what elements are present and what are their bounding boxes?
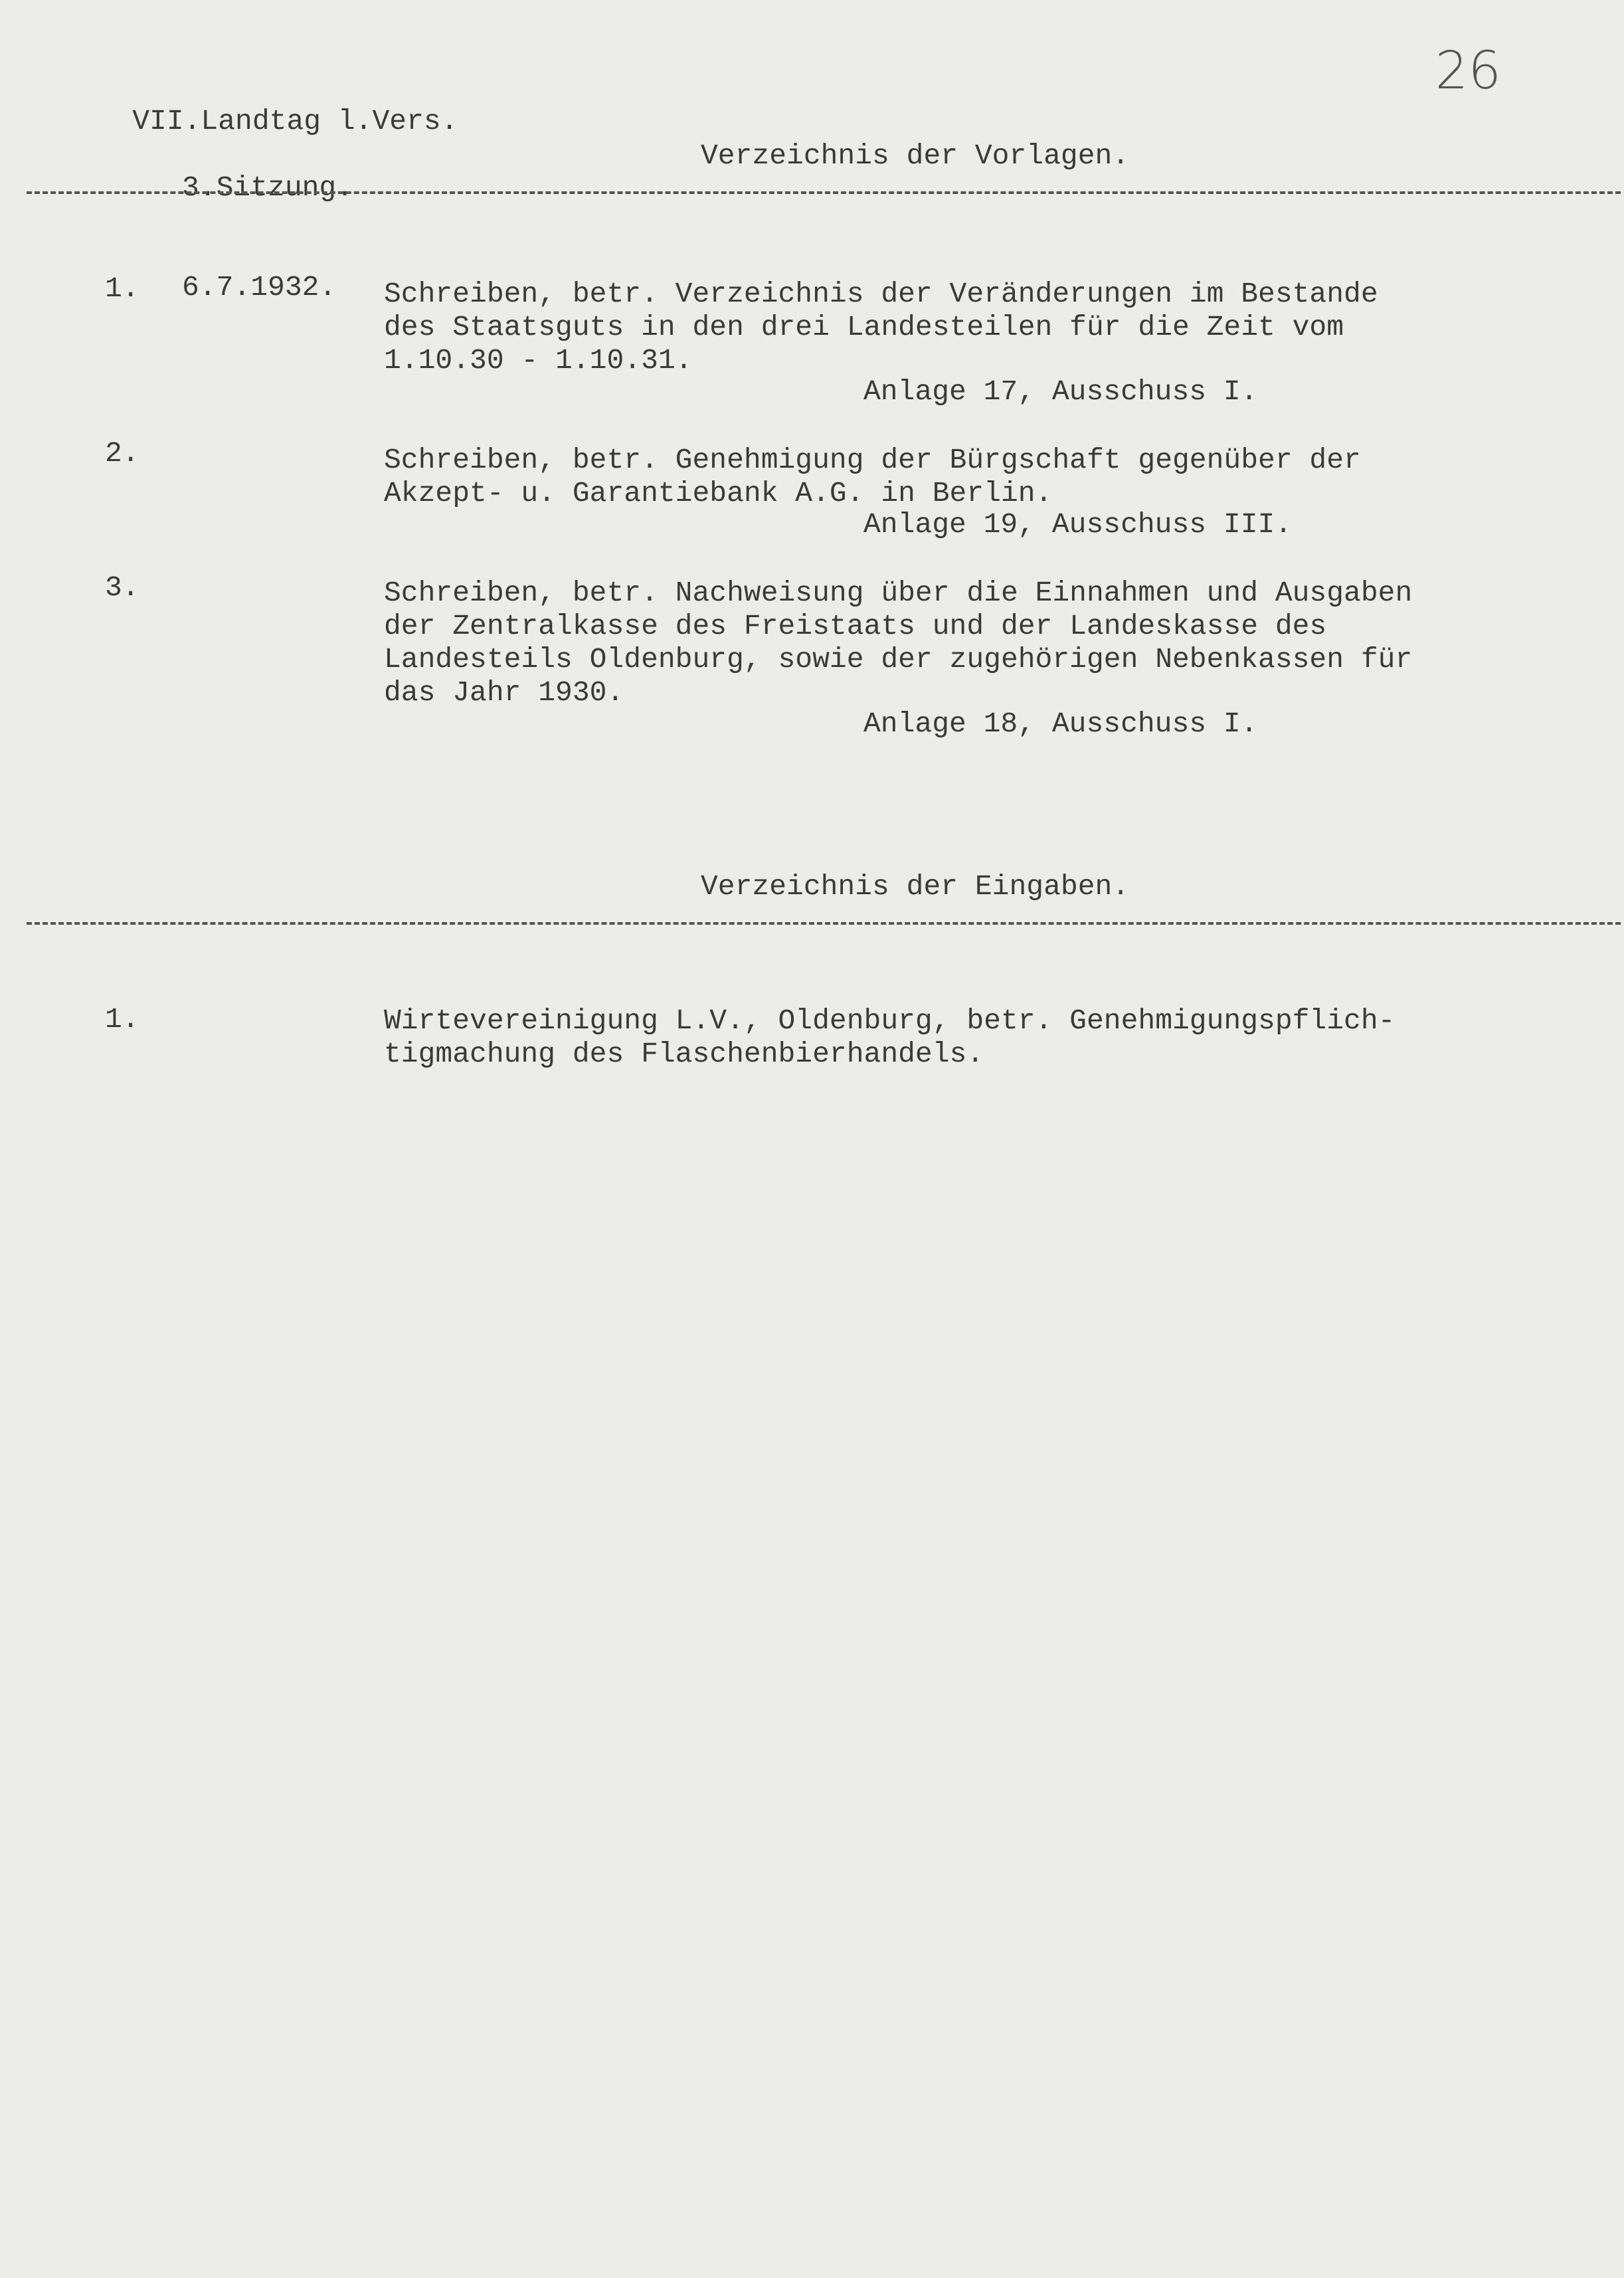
text-line: das Jahr 1930.	[384, 676, 624, 709]
vorlage-number: 1.	[105, 272, 139, 305]
text-line: der Zentralkasse des Freistaats und der Landeskasse des	[384, 610, 1327, 642]
vorlage-reference: Anlage 18, Ausschuss I.	[863, 708, 1258, 740]
vorlage-text	[384, 577, 1412, 710]
text-line: Schreiben, betr. Genehmigung der Bürgschaft gegenüber der	[384, 444, 1361, 476]
vorlage-text	[384, 444, 1361, 510]
page-number: 26	[1435, 41, 1501, 101]
text-line: Landesteils Oldenburg, sowie der zugehörigen Nebenkassen für	[384, 643, 1413, 676]
header-line-3: 6.7.1932.	[182, 271, 337, 304]
section-title-eingaben: Verzeichnis der Eingaben.	[701, 870, 1130, 903]
text-line: Schreiben, betr. Verzeichnis der Veränderungen im Bestande	[384, 278, 1378, 310]
dashed-rule	[27, 191, 1621, 194]
vorlage-reference: Anlage 17, Ausschuss I.	[863, 375, 1258, 408]
header-line-1: VII.Landtag l.Vers.	[132, 105, 458, 138]
eingabe-text	[384, 1004, 1395, 1071]
section-title-vorlagen: Verzeichnis der Vorlagen.	[701, 140, 1130, 172]
header-line-2: 3.Sitzung.	[182, 171, 354, 204]
dashed-rule	[27, 922, 1621, 925]
text-line: tigmachung des Flaschenbierhandels.	[384, 1038, 984, 1070]
text-line: Schreiben, betr. Nachweisung über die Einnahmen und Ausgaben	[384, 577, 1413, 609]
text-line: 1.10.30 - 1.10.31.	[384, 344, 693, 377]
text-line: Wirtevereinigung L.V., Oldenburg, betr. Genehmigungspflich-	[384, 1004, 1396, 1037]
text-line: des Staatsguts in den drei Landesteilen für die Zeit vom	[384, 311, 1344, 343]
text-line: Akzept- u. Garantiebank A.G. in Berlin.	[384, 477, 1053, 510]
vorlage-reference: Anlage 19, Ausschuss III.	[863, 508, 1293, 541]
vorlage-number: 3.	[105, 571, 139, 604]
eingabe-number: 1.	[105, 1003, 139, 1036]
vorlage-text	[384, 278, 1378, 377]
vorlage-number: 2.	[105, 437, 139, 470]
